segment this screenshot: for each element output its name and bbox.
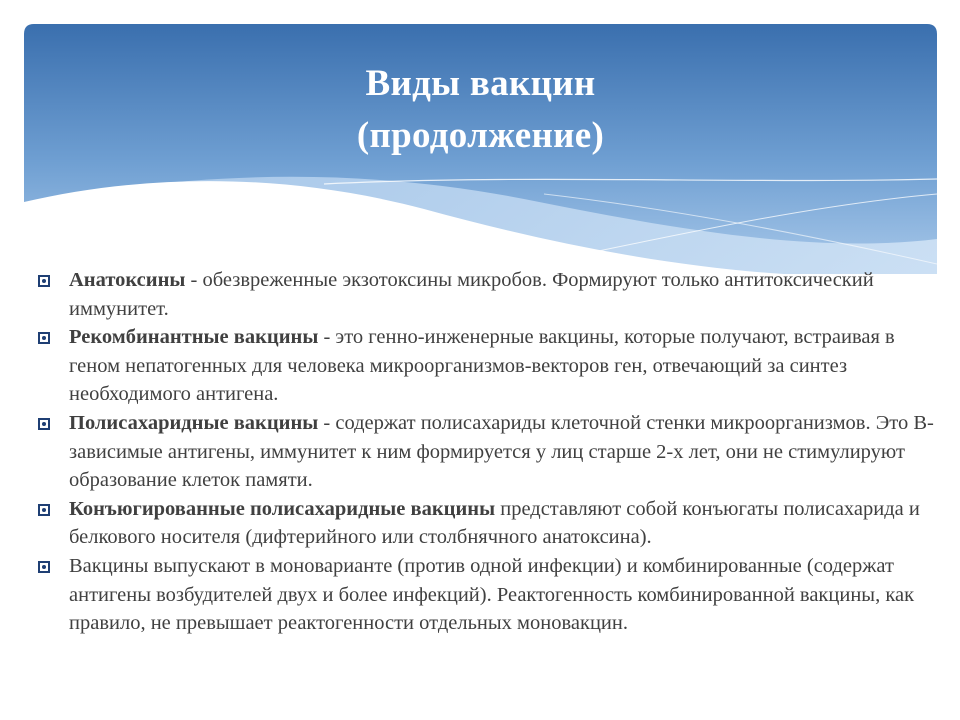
title-line-1: Виды вакцин [365, 63, 596, 104]
list-item-anatoxins [36, 266, 936, 323]
item-text: - обезвреженные экзотоксины микробов. Формируют только антитоксический иммунитет. [69, 269, 874, 320]
list-item-combined [36, 552, 936, 638]
item-text: - это генно-инженерные вакцины, которые получают, встраивая в геном непатогенных для человека микроорганизмов-векторов ген, отвечающий за синтез необходимого антигена. [69, 326, 895, 406]
square-bullet-icon [38, 275, 50, 287]
bullet-list [36, 266, 936, 638]
slide-title [24, 58, 937, 162]
item-text: - содержат полисахариды клеточной стенки микроорганизмов. Это В-зависимые антигены, иммунитет к ним формируется у лиц старше 2-х лет, они не стимулируют образование клеток памяти. [69, 411, 934, 492]
item-text: Вакцины выпускают в моноварианте (против одной инфекции) и комбинированные (содержат антигены возбудителей двух и более инфекций). Реактогенность комбинированной вакцины, как правило, не превышает реактогенности отдельных моновакцин. [69, 554, 915, 635]
list-item-recombinant [36, 323, 936, 409]
item-term: Анатоксины [69, 269, 186, 291]
list-item-conjugated [36, 495, 936, 552]
square-bullet-icon [38, 561, 50, 573]
square-bullet-icon [38, 332, 50, 344]
item-term: Полисахаридные вакцины [69, 411, 319, 434]
list-item-polysaccharide [36, 409, 936, 495]
item-term: Рекомбинантные вакцины [69, 326, 319, 349]
item-text: представляют собой конъюгаты полисахарида и белкового носителя (дифтерийного или столбнячного анатоксина). [69, 497, 920, 549]
title-line-2: (продолжение) [356, 115, 605, 156]
item-term: Конъюгированные полисахаридные вакцины [69, 497, 496, 520]
square-bullet-icon [38, 418, 50, 430]
square-bullet-icon [38, 504, 50, 516]
